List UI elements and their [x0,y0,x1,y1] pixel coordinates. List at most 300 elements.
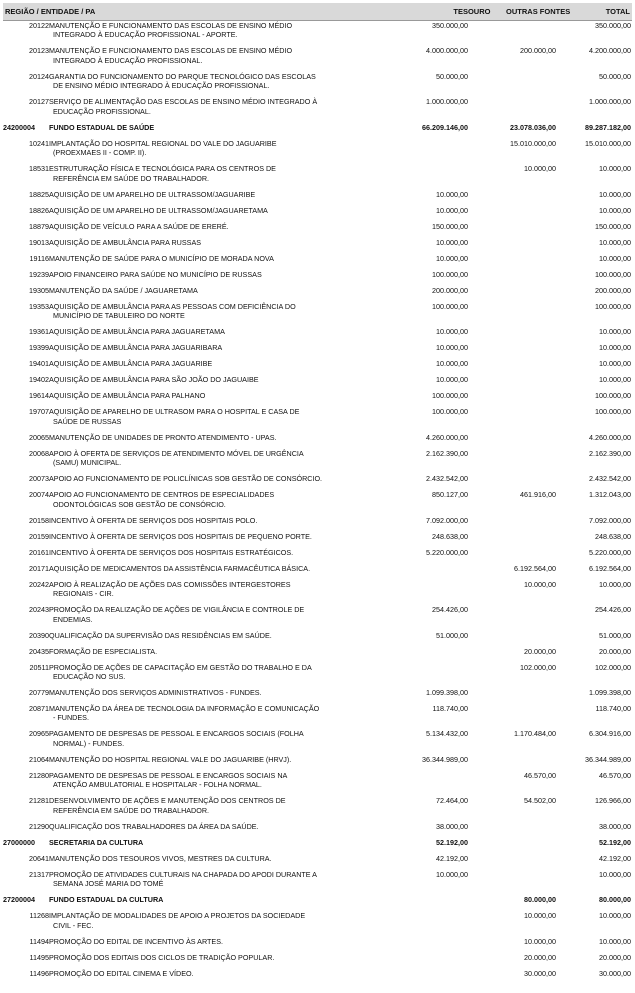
row-outras-fontes [468,222,556,231]
row-tesouro: 10.000,00 [436,343,468,353]
row-total: 38.000,00 [599,821,631,831]
row-outras-fontes [468,375,556,384]
row-outras-fontes [468,704,556,723]
row-description [49,516,374,525]
row-description [49,97,374,116]
row-code: 20158 [29,515,49,525]
row-total: 6.304.916,00 [589,729,631,739]
row-outras-fontes: 23.078.036,00 [510,122,556,132]
table-body [3,21,632,985]
row-total: 50.000,00 [599,71,631,81]
row-description [49,911,374,930]
row-total: 6.192.564,00 [589,563,631,573]
table-row [3,688,632,704]
row-tesouro: 1.099.398,00 [426,688,468,698]
row-tesouro: 254.426,00 [432,605,468,615]
row-description [49,359,374,368]
row-tesouro: 42.192,00 [436,853,468,863]
row-code: 19401 [29,359,49,369]
row-tesouro: 5.220.000,00 [426,547,468,557]
row-code: 20171 [29,563,49,573]
row-tesouro: 10.000,00 [436,189,468,199]
row-tesouro [374,164,468,183]
row-code: 19707 [29,407,49,417]
row-outras-fontes: 80.000,00 [524,895,556,905]
row-code: 19305 [29,285,49,295]
table-row [3,139,632,164]
row-total: 4.260.000,00 [589,432,631,442]
table-row [3,516,632,532]
row-description [49,302,374,321]
row-outras-fontes [468,474,556,483]
entity-row [3,895,632,911]
row-code: 20124 [29,71,49,81]
row-description [49,838,374,847]
row-description [49,631,374,640]
description-line: AQUISIÇÃO DE AMBULÂNCIA PARA JAGUARETAMA [49,327,225,337]
row-tesouro: 2.162.390,00 [426,448,468,458]
description-line: (PROEXMAES II - COMP. II). [53,148,147,158]
row-total: 10.000,00 [599,869,631,879]
row-tesouro: 66.209.146,00 [422,122,468,132]
row-description [49,391,374,400]
row-total: 36.344.989,00 [585,754,631,764]
table-row [3,449,632,474]
description-line: DE ENSINO MÉDIO INTEGRADO À EDUCAÇÃO PROFISSIONAL. [53,81,270,91]
description-line: PAGAMENTO DE DESPESAS DE PESSOAL E ENCARGOS SOCIAIS NA [49,770,288,780]
row-code: 20779 [29,688,49,698]
row-total: 248.638,00 [595,531,631,541]
table-row [3,238,632,254]
row-description [49,969,374,978]
row-total: 10.000,00 [599,237,631,247]
row-total: 2.162.390,00 [589,448,631,458]
row-total: 10.000,00 [599,164,631,174]
table-row [3,206,632,222]
table-row [3,647,632,663]
row-code: 18879 [29,221,49,231]
row-outras-fontes: 20.000,00 [524,646,556,656]
row-outras-fontes: 20.000,00 [524,952,556,962]
row-total: 7.092.000,00 [589,515,631,525]
row-outras-fontes: 10.000,00 [524,911,556,921]
row-code: 19353 [29,301,49,311]
row-outras-fontes [468,822,556,831]
row-outras-fontes [468,516,556,525]
row-code: 20511 [29,662,49,672]
row-code: 20242 [29,579,49,589]
row-tesouro: 10.000,00 [436,869,468,879]
description-line: DESENVOLVIMENTO DE AÇÕES E MANUTENÇÃO DOS CENTROS DE [49,796,286,806]
row-description [49,605,374,624]
row-description [49,490,374,509]
table-row [3,46,632,71]
row-total: 10.000,00 [599,253,631,263]
row-code: 11268 [29,911,49,921]
description-line: FUNDO ESTADUAL DE SAÚDE [49,122,155,132]
table-row [3,433,632,449]
row-code: 19614 [29,391,49,401]
table-row [3,532,632,548]
row-outras-fontes [468,548,556,557]
row-code: 18826 [29,205,49,215]
row-tesouro: 50.000,00 [436,71,468,81]
row-code: 20965 [29,729,49,739]
row-tesouro: 248.638,00 [432,531,468,541]
row-description [49,164,374,183]
row-code: 19399 [29,343,49,353]
description-line: MANUTENÇÃO E FUNCIONAMENTO DAS ESCOLAS DE ENSINO MÉDIO [49,21,293,30]
row-outras-fontes [468,302,556,321]
description-line: PROMOÇÃO DO EDITAL CINEMA E VÍDEO. [49,968,194,978]
row-outras-fontes [468,449,556,468]
row-description [49,407,374,426]
row-total: 1.099.398,00 [589,688,631,698]
row-code: 20073 [29,474,49,484]
row-description [49,375,374,384]
description-line: INTEGRADO À EDUCAÇÃO PROFISSIONAL - APORTE. [53,30,238,40]
row-description [49,206,374,215]
row-total: 89.287.182,00 [585,122,631,132]
description-line: AQUISIÇÃO DE AMBULÂNCIA PARA JAGUARIBE [49,359,213,369]
row-tesouro: 51.000,00 [436,630,468,640]
row-code: 27000000 [3,837,35,847]
row-outras-fontes [468,688,556,697]
row-description [49,21,374,40]
row-description [49,796,374,815]
table-row [3,796,632,821]
description-line: SEMANA JOSÉ MARIA DO TOMÉ [53,879,164,889]
row-description [49,532,374,541]
row-description [49,564,374,573]
description-line: GARANTIA DO FUNCIONAMENTO DO PARQUE TECNOLÓGICO DAS ESCOLAS [49,71,316,81]
table-row [3,580,632,605]
row-code: 11494 [29,936,49,946]
description-line: AQUISIÇÃO DE AMBULÂNCIA PARA RUSSAS [49,237,202,247]
row-tesouro: 10.000,00 [436,253,468,263]
row-total: 126.966,00 [595,796,631,806]
table-row [3,771,632,796]
row-total: 254.426,00 [595,605,631,615]
row-tesouro: 118.740,00 [432,704,468,714]
row-code: 20243 [29,605,49,615]
row-outras-fontes: 30.000,00 [524,968,556,978]
table-row [3,164,632,189]
row-code: 20127 [29,97,49,107]
row-description [49,72,374,91]
row-description [49,449,374,468]
row-tesouro: 4.000.000,00 [426,46,468,56]
row-description [49,729,374,748]
row-tesouro: 200.000,00 [432,285,468,295]
description-line: AQUISIÇÃO DE MEDICAMENTOS DA ASSISTÊNCIA FARMACÊUTICA BÁSICA. [49,563,311,573]
table-row [3,359,632,375]
row-outras-fontes: 6.192.564,00 [514,563,556,573]
budget-table [3,3,632,985]
row-tesouro: 72.464,00 [436,796,468,806]
row-code: 18825 [29,189,49,199]
row-description [49,270,374,279]
row-outras-fontes [468,254,556,263]
description-line: PAGAMENTO DE DESPESAS DE PESSOAL E ENCARGOS SOCIAIS (FOLHA [49,729,304,739]
row-tesouro: 100.000,00 [432,269,468,279]
row-outras-fontes [468,755,556,764]
row-tesouro [374,663,468,682]
row-tesouro [374,937,468,946]
row-tesouro: 100.000,00 [432,407,468,417]
row-total: 150.000,00 [595,221,631,231]
row-description [49,688,374,697]
row-total: 2.432.542,00 [589,474,631,484]
row-code: 19239 [29,269,49,279]
row-tesouro [374,969,468,978]
table-row [3,270,632,286]
table-row [3,97,632,122]
description-line: AQUISIÇÃO DE AMBULÂNCIA PARA PALHANO [49,391,206,401]
table-row [3,302,632,327]
row-total: 10.000,00 [599,343,631,353]
row-code: 21280 [29,770,49,780]
table-row [3,911,632,936]
row-outras-fontes: 15.010.000,00 [510,138,556,148]
table-row [3,937,632,953]
table-row [3,190,632,206]
description-line: MANUTENÇÃO DO HOSPITAL REGIONAL VALE DO JAGUARIBE (HRVJ). [49,754,292,764]
row-description [49,433,374,442]
description-line: INCENTIVO À OFERTA DE SERVIÇOS DOS HOSPITAIS POLO. [49,515,258,525]
description-line: MANUTENÇÃO DE UNIDADES DE PRONTO ATENDIMENTO - UPAS. [49,432,277,442]
row-outras-fontes: 46.570,00 [524,770,556,780]
description-line: AQUISIÇÃO DE UM APARELHO DE ULTRASSOM/JAGUARETAMA [49,205,268,215]
table-row [3,729,632,754]
row-tesouro: 350.000,00 [432,21,468,30]
row-total: 4.200.000,00 [589,46,631,56]
description-line: AQUISIÇÃO DE UM APARELHO DE ULTRASSOM/JAGUARIBE [49,189,256,199]
row-total: 100.000,00 [595,301,631,311]
description-line: AQUISIÇÃO DE AMBULÂNCIA PARA AS PESSOAS COM DEFICIÊNCIA DO [49,301,296,311]
description-line: AQUISIÇÃO DE APARELHO DE ULTRASOM PARA O HOSPITAL E CASA DE [49,407,300,417]
row-outras-fontes: 54.502,00 [524,796,556,806]
row-code: 20641 [29,853,49,863]
description-line: FUNDO ESTADUAL DA CULTURA [49,895,164,905]
row-tesouro [374,564,468,573]
row-code: 20068 [29,448,49,458]
table-row [3,375,632,391]
row-description [49,548,374,557]
row-code: 19013 [29,237,49,247]
description-line: AQUISIÇÃO DE AMBULÂNCIA PARA JAGUARIBARA [49,343,223,353]
description-line: PROMOÇÃO DE ATIVIDADES CULTURAIS NA CHAPADA DO APODI DURANTE A [49,869,317,879]
row-total: 20.000,00 [599,646,631,656]
table-row [3,969,632,985]
table-row [3,631,632,647]
table-row [3,391,632,407]
row-outras-fontes [468,97,556,116]
description-line: MANUTENÇÃO DE SAÚDE PARA O MUNICÍPIO DE MORADA NOVA [49,253,274,263]
table-row [3,222,632,238]
row-description [49,190,374,199]
row-tesouro: 100.000,00 [432,301,468,311]
description-line: APOIO AO FUNCIONAMENTO DE CENTROS DE ESPECIALIDADES [49,490,275,500]
row-total: 100.000,00 [595,391,631,401]
row-total: 1.312.043,00 [589,490,631,500]
row-total: 102.000,00 [595,662,631,672]
row-description [49,895,374,904]
row-tesouro: 36.344.989,00 [422,754,468,764]
description-line: IMPLANTAÇÃO DE MODALIDADES DE APOIO A PROJETOS DA SOCIEDADE [49,911,306,921]
row-description [49,123,374,132]
row-tesouro: 10.000,00 [436,327,468,337]
row-outras-fontes [468,838,556,847]
table-row [3,870,632,895]
row-outras-fontes [468,286,556,295]
row-outras-fontes: 200.000,00 [520,46,556,56]
row-description [49,854,374,863]
row-outras-fontes [468,270,556,279]
row-description [49,822,374,831]
description-line: NORMAL) - FUNDES. [53,738,125,748]
row-total: 10.000,00 [599,375,631,385]
row-tesouro: 1.000.000,00 [426,97,468,107]
row-tesouro: 38.000,00 [436,821,468,831]
row-total: 30.000,00 [599,968,631,978]
description-line: ATENÇÃO AMBULATORIAL E HOSPITALAR - FOLHA NORMAL. [53,780,262,790]
row-tesouro: 10.000,00 [436,237,468,247]
row-description [49,755,374,764]
row-total: 80.000,00 [599,895,631,905]
row-outras-fontes [468,407,556,426]
description-line: AQUISIÇÃO DE AMBULÂNCIA PARA SÃO JOÃO DO JAGUAIBE [49,375,259,385]
table-row [3,327,632,343]
description-line: MUNICÍPIO DE TABULEIRO DO NORTE [53,311,185,321]
row-outras-fontes [468,605,556,624]
description-line: ESTRUTURAÇÃO FÍSICA E TECNOLÓGICA PARA OS CENTROS DE [49,164,276,174]
row-total: 10.000,00 [599,911,631,921]
row-description [49,474,374,483]
description-line: INTEGRADO À EDUCAÇÃO PROFISSIONAL. [53,55,203,65]
row-outras-fontes [468,854,556,863]
row-tesouro [374,139,468,158]
row-description [49,238,374,247]
row-outras-fontes [468,72,556,91]
description-line: EDUCAÇÃO NO SUS. [53,672,126,681]
row-tesouro: 2.432.542,00 [426,474,468,484]
table-row [3,548,632,564]
row-tesouro: 850.127,00 [432,490,468,500]
description-line: QUALIFICAÇÃO DA SUPERVISÃO DAS RESIDÊNCIAS EM SAÚDE. [49,630,272,640]
row-code: 10241 [29,138,49,148]
description-line: APOIO FINANCEIRO PARA SAÚDE NO MUNICÍPIO DE RUSSAS [49,269,262,279]
description-line: EDUCAÇÃO PROFISSIONAL. [53,106,151,116]
row-total: 10.000,00 [599,205,631,215]
row-description [49,343,374,352]
row-code: 11495 [29,952,49,962]
row-description [49,663,374,682]
description-line: APOIO À OFERTA DE SERVIÇOS DE ATENDIMENTO MÓVEL DE URGÊNCIA [49,448,304,458]
row-tesouro: 10.000,00 [436,205,468,215]
row-outras-fontes: 10.000,00 [524,164,556,174]
table-row [3,72,632,97]
row-outras-fontes: 10.000,00 [524,579,556,589]
row-tesouro: 10.000,00 [436,359,468,369]
row-description [49,580,374,599]
row-total: 46.570,00 [599,770,631,780]
description-line: SECRETARIA DA CULTURA [49,837,144,847]
row-code: 27200004 [3,895,35,905]
table-row [3,343,632,359]
row-total: 20.000,00 [599,952,631,962]
table-row [3,953,632,969]
row-code: 20390 [29,630,49,640]
row-code: 24200004 [3,122,35,132]
row-outras-fontes [468,21,556,40]
description-line: MANUTENÇÃO DOS TESOUROS VIVOS, MESTRES DA CULTURA. [49,853,272,863]
row-tesouro [374,953,468,962]
row-total: 42.192,00 [599,853,631,863]
row-total: 15.010.000,00 [585,138,631,148]
row-outras-fontes [468,870,556,889]
description-line: QUALIFICAÇÃO DOS TRABALHADORES DA ÁREA DA SAÚDE. [49,821,259,831]
row-tesouro [374,580,468,599]
row-total: 1.000.000,00 [589,97,631,107]
description-line: MANUTENÇÃO DOS SERVIÇOS ADMINISTRATIVOS - FUNDES. [49,688,262,698]
description-line: AQUISIÇÃO DE VEÍCULO PARA A SAÚDE DE ERERÉ. [49,221,229,231]
description-line: REFERÊNCIA EM SAÚDE DO TRABALHADOR. [53,173,210,183]
table-row [3,854,632,870]
row-code: 20065 [29,432,49,442]
row-total: 10.000,00 [599,327,631,337]
row-code: 20159 [29,531,49,541]
entity-row [3,838,632,854]
table-row [3,704,632,729]
description-line: PROMOÇÃO DOS EDITAIS DOS CICLOS DE TRADIÇÃO POPULAR. [49,952,275,962]
row-total: 100.000,00 [595,269,631,279]
row-code: 20074 [29,490,49,500]
row-outras-fontes [468,238,556,247]
description-line: INCENTIVO À OFERTA DE SERVIÇOS DOS HOSPITAIS ESTRATÉGICOS. [49,547,294,557]
row-tesouro: 5.134.432,00 [426,729,468,739]
row-total: 350.000,00 [595,21,631,30]
table-row [3,21,632,46]
row-total: 100.000,00 [595,407,631,417]
table-row [3,254,632,270]
row-description [49,139,374,158]
row-description [49,286,374,295]
row-code: 21317 [29,869,49,879]
table-row [3,605,632,630]
description-line: REFERÊNCIA EM SAÚDE DO TRABALHADOR. [53,805,210,815]
row-outras-fontes [468,359,556,368]
row-description [49,327,374,336]
description-line: (SAMU) MUNICIPAL. [53,458,122,468]
row-code: 18531 [29,164,49,174]
row-total: 52.192,00 [599,837,631,847]
table-row [3,564,632,580]
description-line: INCENTIVO À OFERTA DE SERVIÇOS DOS HOSPITAIS DE PEQUENO PORTE. [49,531,312,541]
table-row [3,474,632,490]
table-row [3,755,632,771]
row-tesouro [374,895,468,904]
table-row [3,407,632,432]
row-outras-fontes [468,190,556,199]
row-total: 5.220.000,00 [589,547,631,557]
description-line: PROMOÇÃO DA REALIZAÇÃO DE AÇÕES DE VIGILÂNCIA E CONTROLE DE [49,605,305,615]
row-outras-fontes [468,631,556,640]
header-tesouro: TESOURO [453,7,491,16]
row-outras-fontes [468,327,556,336]
row-code: 21281 [29,796,49,806]
row-code: 20122 [29,21,49,30]
